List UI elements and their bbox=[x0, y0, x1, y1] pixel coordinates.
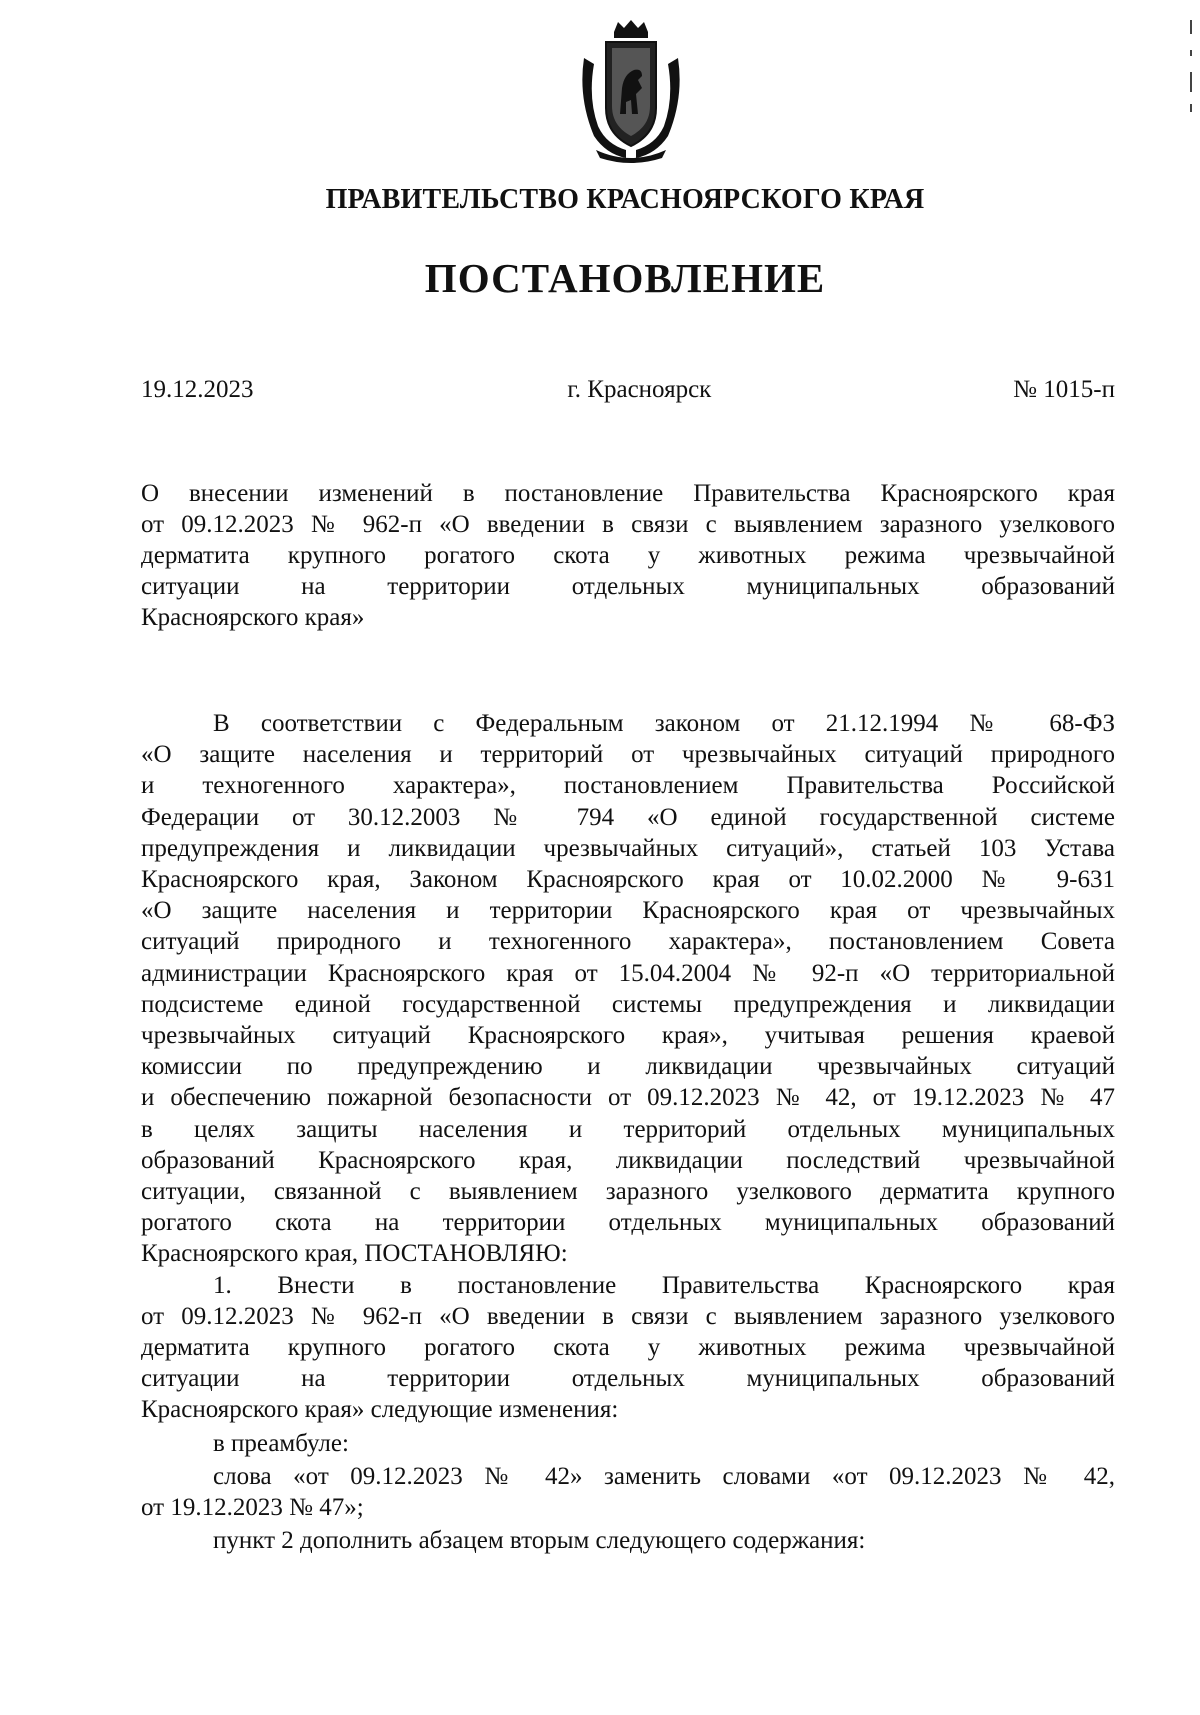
preamble-line: «О защите населения и территории Красноярского края от чрезвычайных bbox=[141, 897, 1115, 925]
document-body bbox=[141, 708, 1115, 1556]
document-city: г. Красноярск bbox=[567, 376, 712, 403]
preamble-line: комиссии по предупреждению и ликвидации чрезвычайных ситуаций bbox=[141, 1053, 1115, 1081]
document-type: ПОСТАНОВЛЕНИЕ bbox=[424, 255, 826, 301]
subject-line: ситуации на территории отдельных муниципальных образований bbox=[141, 573, 1115, 600]
subject-line: О внесении изменений в постановление Правительства Красноярского края bbox=[141, 480, 1115, 507]
preamble-paragraph bbox=[141, 708, 1115, 1270]
preamble-line: и техногенного характера», постановлением Правительства Российской bbox=[141, 772, 1115, 800]
preamble-line: Федерации от 30.12.2003 № 794 «О единой государственной системе bbox=[141, 803, 1115, 831]
item-1-line: ситуации на территории отдельных муниципальных образований bbox=[141, 1365, 1115, 1393]
subject-line: от 09.12.2023 № 962-п «О введении в связи с выявлением заразного узелкового bbox=[141, 511, 1115, 538]
item-1-line: от 09.12.2023 № 962-п «О введении в связи с выявлением заразного узелкового bbox=[141, 1302, 1115, 1330]
government-title: ПРАВИТЕЛЬСТВО КРАСНОЯРСКОГО КРАЯ bbox=[325, 184, 925, 215]
document-date: 19.12.2023 bbox=[141, 376, 254, 403]
preamble-line: «О защите населения и территорий от чрезвычайных ситуаций природного bbox=[141, 741, 1115, 769]
preamble-line: образований Красноярского края, ликвидации последствий чрезвычайной bbox=[141, 1146, 1115, 1174]
document-subject bbox=[141, 478, 1115, 633]
preamble-line: В соответствии с Федеральным законом от 21.12.1994 № 68-ФЗ bbox=[213, 710, 1115, 737]
item-1-paragraph bbox=[141, 1270, 1115, 1426]
replace-line: слова «от 09.12.2023 № 42» заменить словами «от 09.12.2023 № 42, bbox=[213, 1462, 1115, 1490]
preamble-line: Красноярского края, Законом Красноярского края от 10.02.2000 № 9-631 bbox=[141, 866, 1115, 894]
preamble-change-label: в преамбуле: bbox=[213, 1429, 349, 1457]
preamble-line: рогатого скота на территории отдельных муниципальных образований bbox=[141, 1209, 1115, 1237]
item-1-line: 1. Внести в постановление Правительства Красноярского края bbox=[213, 1271, 1115, 1299]
preamble-line: и обеспечению пожарной безопасности от 09.12.2023 № 42, от 19.12.2023 № 47 bbox=[141, 1084, 1115, 1112]
replace-paragraph bbox=[141, 1461, 1115, 1523]
subject-line: Красноярского края» bbox=[141, 604, 365, 631]
item-2-note: пункт 2 дополнить абзацем вторым следующего содержания: bbox=[213, 1527, 866, 1555]
item-1-line: Красноярского края» следующие изменения: bbox=[141, 1396, 619, 1424]
subject-line: дерматита крупного рогатого скота у животных режима чрезвычайной bbox=[141, 542, 1115, 569]
preamble-line: подсистеме единой государственной системы предупреждения и ликвидации bbox=[141, 990, 1115, 1018]
preamble-line: в целях защиты населения и территорий отдельных муниципальных bbox=[141, 1115, 1115, 1143]
document-number: № 1015-п bbox=[1013, 376, 1115, 403]
scan-margin-mark bbox=[1190, 20, 1193, 115]
replace-line: от 19.12.2023 № 47»; bbox=[141, 1494, 364, 1522]
preamble-line: Красноярского края, ПОСТАНОВЛЯЮ: bbox=[141, 1240, 568, 1268]
preamble-line: администрации Красноярского края от 15.04.2004 № 92-п «О территориальной bbox=[141, 959, 1115, 987]
document-meta bbox=[141, 376, 1115, 404]
preamble-line: предупреждения и ликвидации чрезвычайных ситуаций», статьей 103 Устава bbox=[141, 834, 1115, 862]
preamble-line: чрезвычайных ситуаций Красноярского края», учитывая решения краевой bbox=[141, 1022, 1115, 1050]
krasnoyarsk-coat-of-arms-icon bbox=[576, 18, 686, 166]
item-1-line: дерматита крупного рогатого скота у животных режима чрезвычайной bbox=[141, 1334, 1115, 1362]
preamble-line: ситуации, связанной с выявлением заразного узелкового дерматита крупного bbox=[141, 1178, 1115, 1206]
preamble-line: ситуаций природного и техногенного характера», постановлением Совета bbox=[141, 928, 1115, 956]
